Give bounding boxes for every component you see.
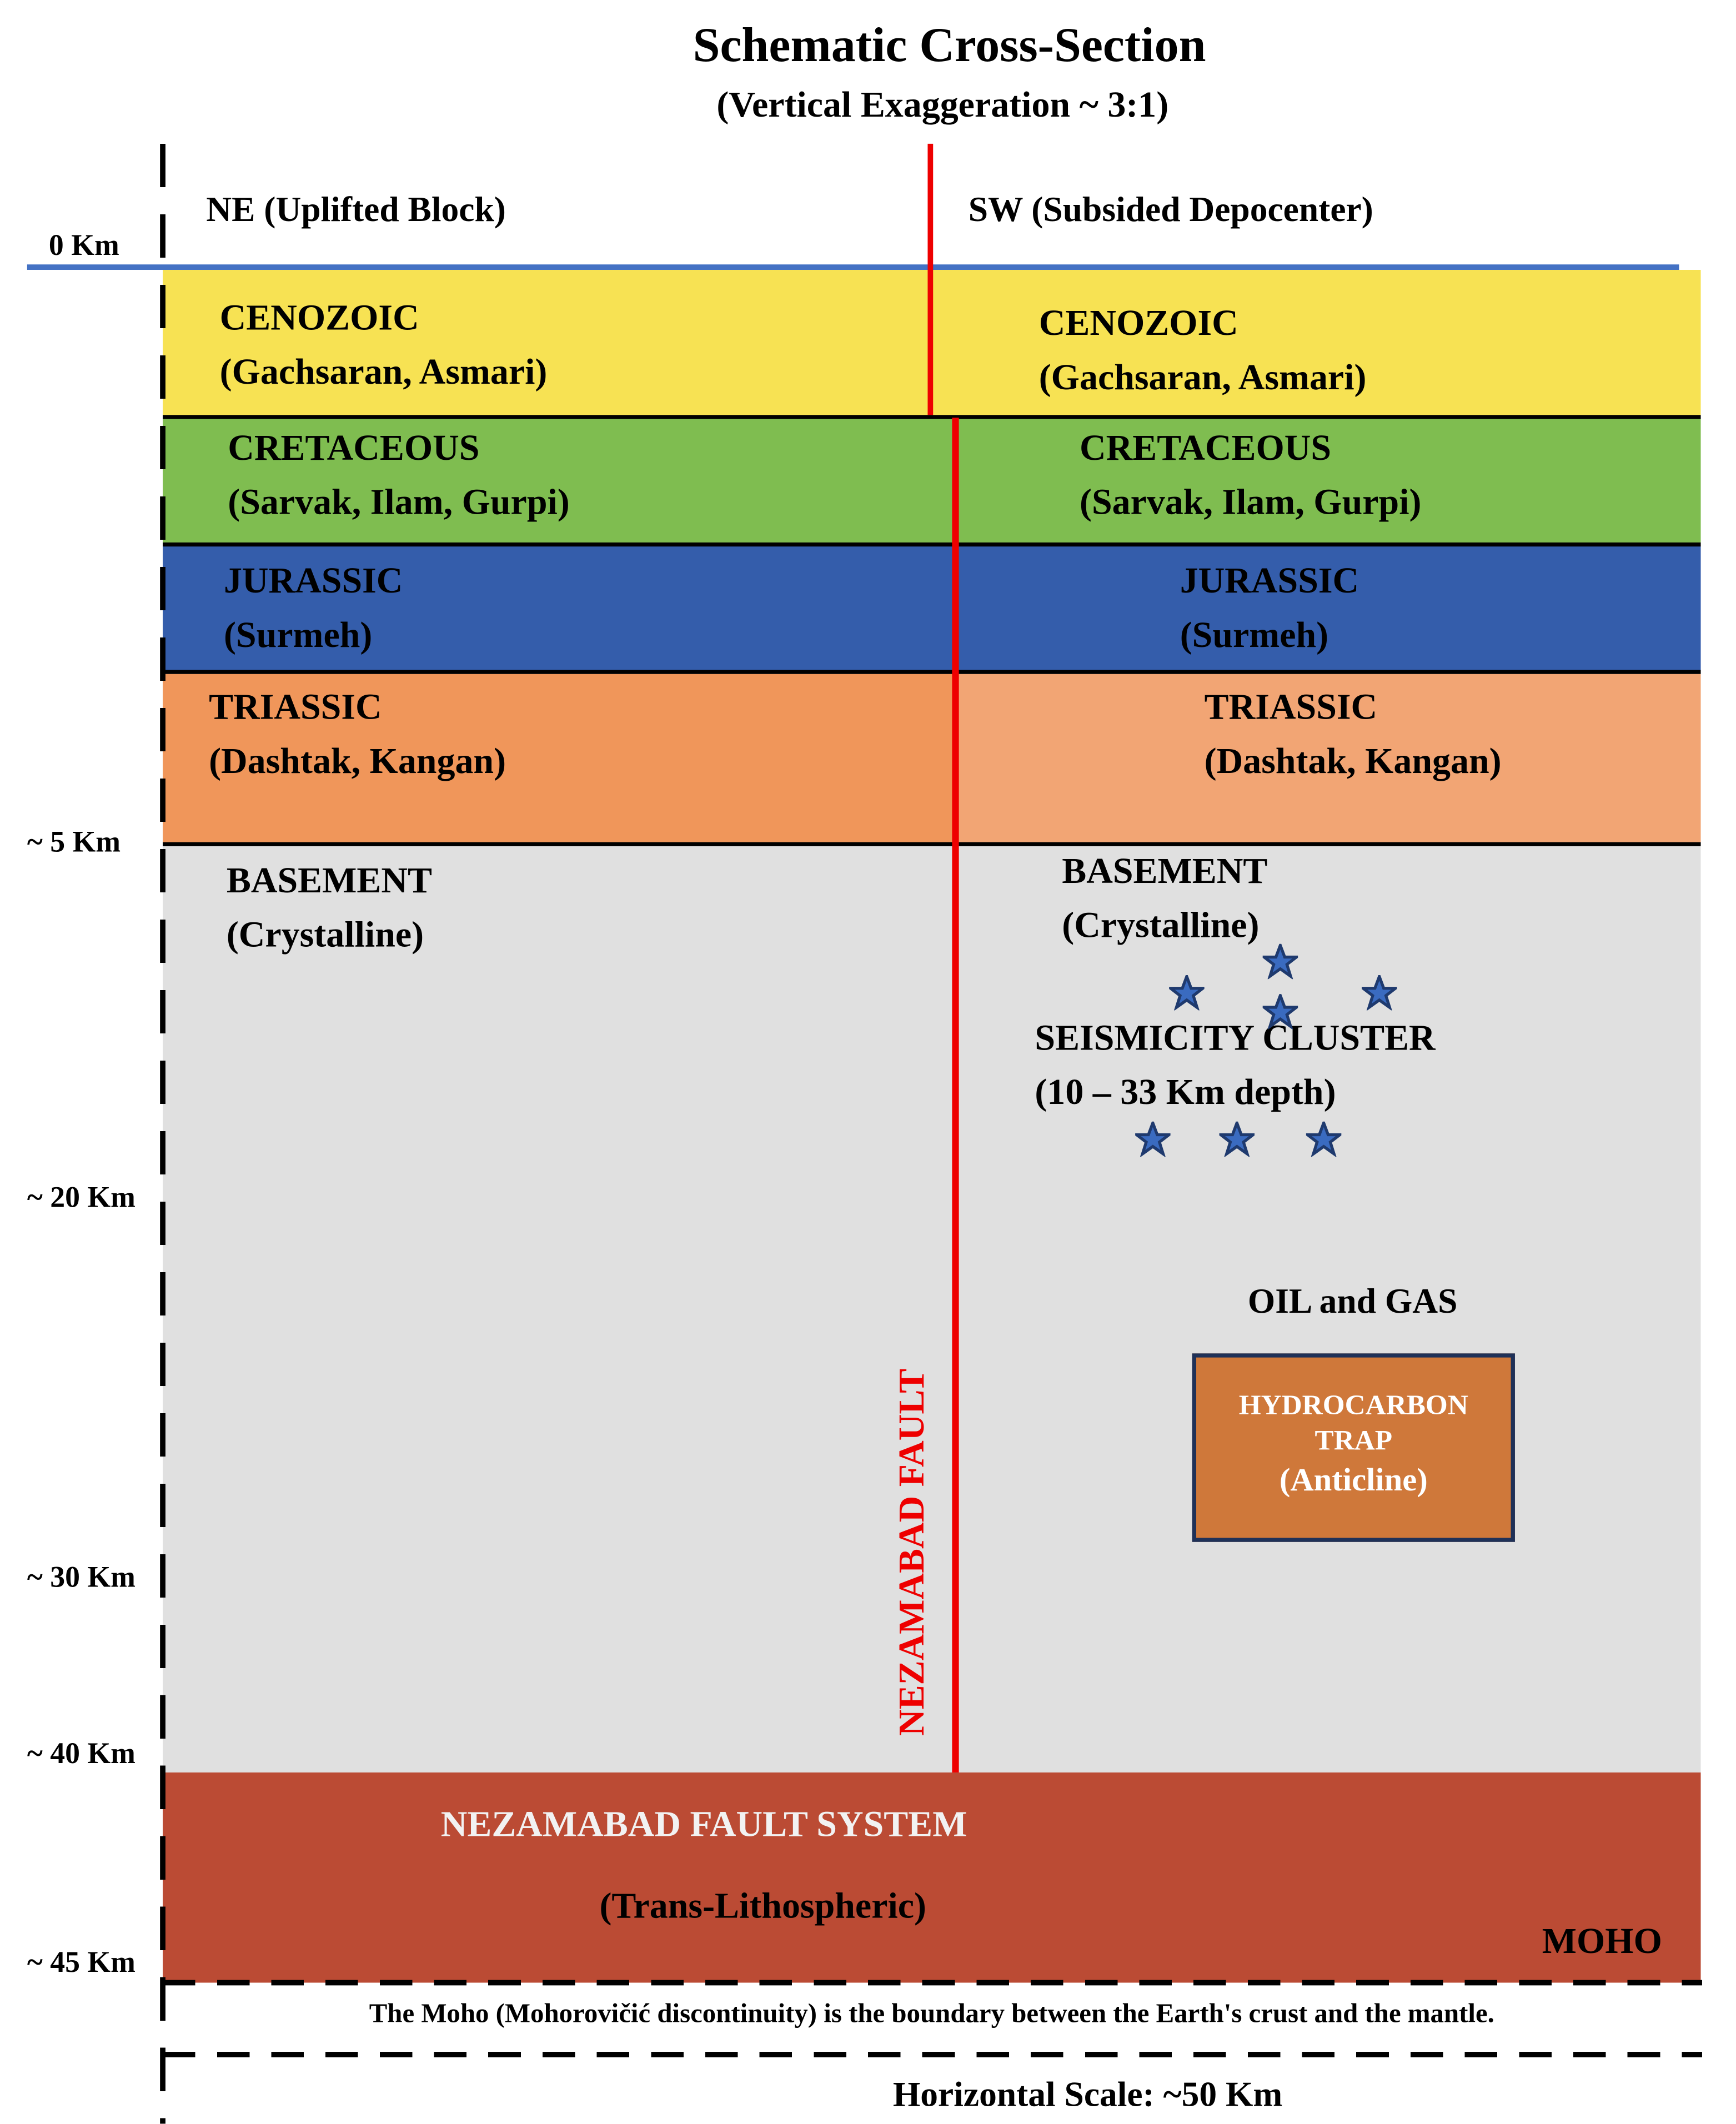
boundary-line bbox=[163, 415, 1700, 419]
depth-tick-20: ~ 20 Km bbox=[27, 1179, 136, 1214]
fault-system-label: NEZAMABAD FAULT SYSTEM bbox=[440, 1804, 967, 1845]
earthquake-star-icon bbox=[1169, 975, 1204, 1010]
oil-gas-label: OIL and GAS bbox=[1247, 1281, 1458, 1321]
jurassic-label-sw: JURASSIC (Surmeh) bbox=[1180, 560, 1359, 655]
cretaceous-label-sw: CRETACEOUS (Sarvak, Ilam, Gurpi) bbox=[1079, 427, 1422, 523]
basement-label-ne: BASEMENT (Crystalline) bbox=[226, 860, 432, 955]
fault-label: NEZAMABAD FAULT bbox=[891, 1368, 932, 1736]
depth-tick-5: ~ 5 Km bbox=[27, 824, 121, 858]
trap-label-line1: HYDROCARBON bbox=[1238, 1388, 1468, 1422]
boundary-line bbox=[163, 670, 1700, 674]
surface-line bbox=[27, 264, 1679, 270]
fault-system-sublabel: (Trans-Lithospheric) bbox=[599, 1885, 927, 1926]
trap-label-line2: TRAP bbox=[1314, 1424, 1393, 1457]
boundary-line bbox=[163, 842, 1700, 846]
cenozoic-label-ne: CENOZOIC (Gachsaran, Asmari) bbox=[219, 297, 548, 392]
ne-header: NE (Uplifted Block) bbox=[206, 189, 506, 229]
moho-note: The Moho (Mohorovičić discontinuity) is the boundary between the Earth's crust and the mantle. bbox=[369, 1999, 1494, 2029]
depth-axis bbox=[160, 144, 165, 2124]
trap-label-line3: (Anticline) bbox=[1279, 1463, 1428, 1499]
cretaceous-label-ne: CRETACEOUS (Sarvak, Ilam, Gurpi) bbox=[228, 427, 570, 523]
depth-tick-30: ~ 30 Km bbox=[27, 1559, 136, 1594]
moho-label: MOHO bbox=[1542, 1920, 1662, 1961]
jurassic-label-ne: JURASSIC (Surmeh) bbox=[223, 560, 403, 655]
diagram-subtitle: (Vertical Exaggeration ~ 3:1) bbox=[716, 84, 1169, 125]
boundary-line bbox=[163, 543, 1700, 546]
note-bottom-line bbox=[163, 2052, 1702, 2057]
moho-boundary-line bbox=[163, 1980, 1702, 1986]
triassic-label-ne: TRIASSIC (Dashtak, Kangan) bbox=[209, 686, 506, 781]
hydrocarbon-trap-box bbox=[1192, 1353, 1515, 1541]
fault-line-lower bbox=[952, 418, 959, 1772]
earthquake-star-icon bbox=[1263, 994, 1298, 1029]
sw-header: SW (Subsided Depocenter) bbox=[968, 189, 1373, 229]
basement-label-sw: BASEMENT (Crystalline) bbox=[1062, 850, 1268, 946]
fault-line-upper bbox=[927, 144, 933, 415]
earthquake-star-icon bbox=[1263, 944, 1298, 979]
earthquake-star-icon bbox=[1306, 1122, 1341, 1157]
cenozoic-label-sw: CENOZOIC (Gachsaran, Asmari) bbox=[1038, 302, 1367, 398]
diagram-title: Schematic Cross-Section bbox=[693, 17, 1206, 72]
depth-tick-0: 0 Km bbox=[48, 228, 119, 262]
earthquake-star-icon bbox=[1135, 1122, 1170, 1157]
depth-tick-40: ~ 40 Km bbox=[27, 1736, 136, 1770]
horizontal-scale: Horizontal Scale: ~50 Km bbox=[892, 2075, 1283, 2115]
earthquake-star-icon bbox=[1220, 1122, 1255, 1157]
depth-tick-45: ~ 45 Km bbox=[27, 1945, 136, 1979]
seismicity-label: SEISMICITY CLUSTER (10 – 33 Km depth) bbox=[1035, 1017, 1436, 1112]
triassic-label-sw: TRIASSIC (Dashtak, Kangan) bbox=[1204, 686, 1502, 781]
earthquake-star-icon bbox=[1362, 975, 1397, 1010]
